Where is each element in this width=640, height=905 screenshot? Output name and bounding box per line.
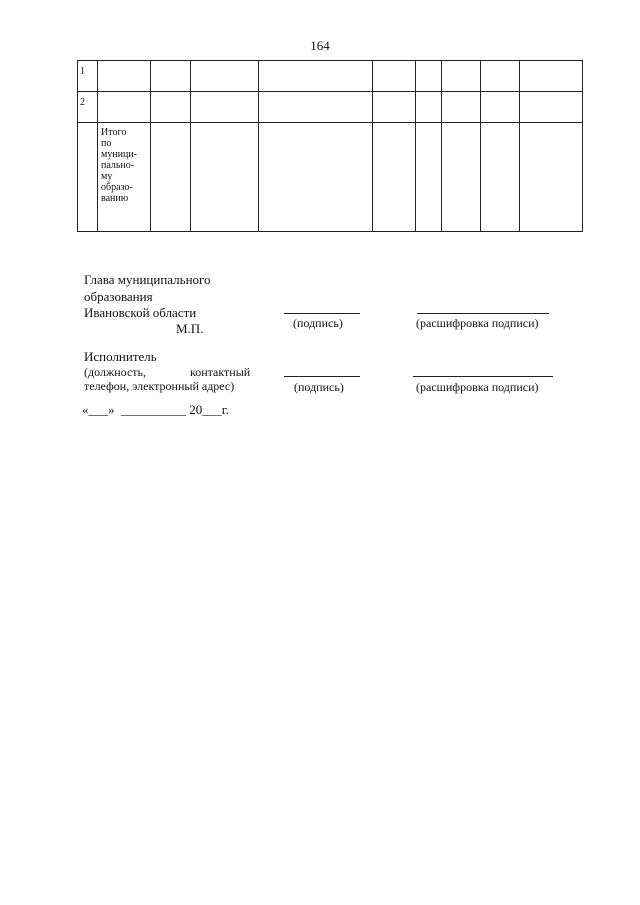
- table-cell: [151, 123, 191, 232]
- stamp-label: М.П.: [176, 321, 204, 336]
- head-title-line1: Глава муниципального: [84, 272, 211, 287]
- table-cell: [481, 61, 520, 92]
- executor-details-right: контактный: [190, 365, 251, 379]
- executor-title: Исполнитель: [84, 349, 157, 364]
- total-label-line: ванию: [101, 193, 129, 204]
- row-number: 1: [78, 61, 98, 92]
- head-signature-caption: (подпись): [293, 316, 343, 330]
- table-cell: [151, 61, 191, 92]
- table-cell: [191, 92, 259, 123]
- table-cell: [416, 92, 442, 123]
- table-cell: [481, 92, 520, 123]
- table-cell: [191, 61, 259, 92]
- table-cell: [481, 123, 520, 232]
- table-cell: [416, 123, 442, 232]
- head-title-line3: Ивановской области: [84, 305, 197, 320]
- executor-details-line3: телефон, электронный адрес): [84, 379, 235, 393]
- table-cell: [373, 123, 416, 232]
- total-label-line: по: [101, 138, 112, 149]
- table-row: [78, 61, 583, 92]
- total-label-line: образо-: [101, 182, 133, 193]
- executor-signature-line: [284, 376, 360, 377]
- table-cell: [259, 123, 373, 232]
- total-label: [98, 123, 151, 232]
- table-cell: [520, 123, 583, 232]
- head-decode-caption: (расшифровка подписи): [416, 316, 539, 330]
- total-label-line: пально-: [101, 160, 135, 171]
- table-cell: [259, 92, 373, 123]
- table-cell: [259, 61, 373, 92]
- table-row-total: [78, 123, 583, 232]
- table-cell: [373, 61, 416, 92]
- total-label-line: му: [101, 171, 113, 182]
- table-cell: [442, 61, 481, 92]
- executor-details-left: (должность,: [84, 365, 146, 379]
- table-cell: [98, 61, 151, 92]
- table-cell: [373, 92, 416, 123]
- summary-table: [77, 60, 583, 232]
- table-cell: [416, 61, 442, 92]
- table-cell: [520, 61, 583, 92]
- table-cell: [191, 123, 259, 232]
- table-row: [78, 92, 583, 123]
- head-title-line2: образования: [84, 289, 153, 304]
- row-number: [78, 123, 98, 232]
- table-cell: [442, 92, 481, 123]
- executor-signature-caption: (подпись): [294, 380, 344, 394]
- total-label-line: муници-: [101, 149, 138, 160]
- table-cell: [98, 92, 151, 123]
- row-number: 2: [78, 92, 98, 123]
- table-cell: [151, 92, 191, 123]
- head-signature-line: [284, 313, 360, 314]
- executor-decode-caption: (расшифровка подписи): [416, 380, 539, 394]
- page-number: 164: [310, 38, 330, 53]
- table-cell: [520, 92, 583, 123]
- executor-decode-line: [413, 376, 553, 377]
- table-cell: [442, 123, 481, 232]
- total-label-line: Итого: [101, 127, 127, 138]
- head-decode-line: [417, 313, 549, 314]
- date-line: «___» __________ 20___г.: [82, 402, 229, 417]
